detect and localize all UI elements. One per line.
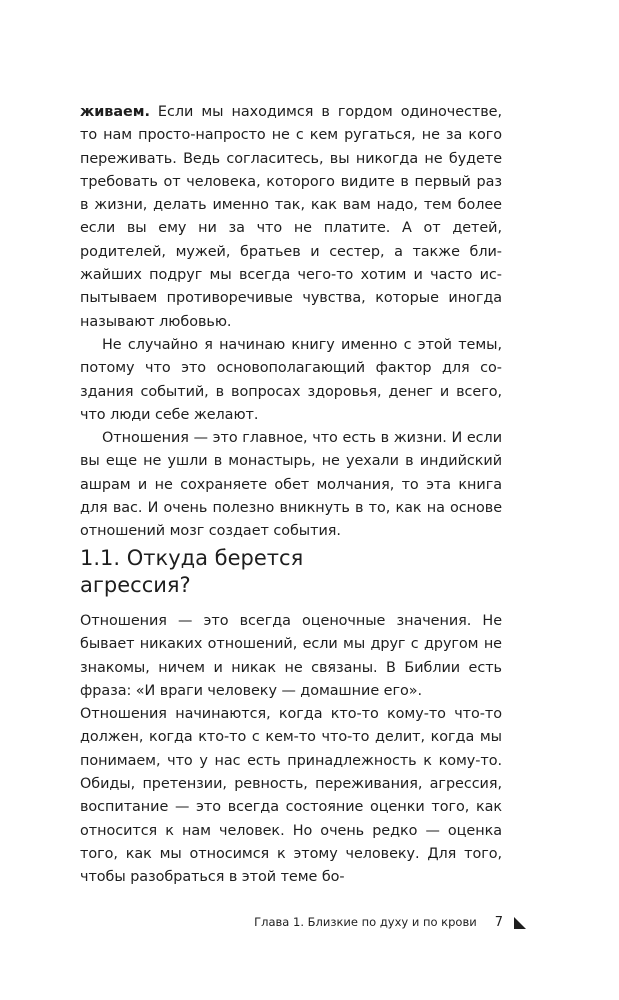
paragraph: Отношения — это всегда оценочные значения. Не бывает никаких отношений, если мы друг с другом не знакомы, ничем и никак не связаны. В Библии есть фраза: «И враги человеку — домашние его». (80, 613, 502, 699)
page-corner-triangle-icon (513, 915, 527, 929)
text-block-bottom (80, 610, 502, 890)
paragraph-text: Если мы находимся в гордом одиночестве, то нам просто-напросто не с кем ругаться, не за кого переживать. Ведь согласитесь, вы никогда не будете требовать от человека, которого видите в первый раз в жизни, делать именно так, как вам надо, тем более если вы ему ни за что не платите. А от детей, родителей, мужей, братьев и сестер, а также ближайших подруг мы всегда чего-то хотим и часто испытываем противоречивые чувства, которые иногда называют любовью. (80, 104, 502, 330)
page-footer (254, 911, 527, 933)
paragraph: Отношения начинаются, когда кто-то кому-то что-то должен, когда кто-то с кем-то что-то делит, когда мы понимаем, что у нас есть принадлежность к кому-то. Обиды, претензии, ревность, переживания, агрессия, воспитание — это всегда состояние оценки того, как относится к нам человек. Но очень редко — оценка того, как мы относимся к этому человеку. Для того, чтобы разобраться в этой теме бо- (80, 706, 502, 886)
paragraph: Не случайно я начинаю книгу именно с этой темы, потому что это основополагающий фактор для создания событий, в вопросах здоровья, денег и всего, что люди себе желают. (80, 336, 502, 423)
page-number: 7 (494, 914, 503, 930)
paragraph: Отношения — это главное, что есть в жизни. И если вы еще не ушли в монастырь, не уехали в индийский ашрам и не сохраняете обет молчания, то эта книга для вас. И очень полезно вникнуть в то, как на основе отношений мозг создает события. (80, 430, 502, 540)
running-footer-chapter: Глава 1. Близкие по духу и по крови (254, 915, 477, 929)
paragraph (80, 101, 502, 334)
section-heading-line-1: 1.1. Откуда берется (80, 546, 304, 570)
section-heading (80, 545, 502, 598)
bold-lead-word: живаем. (80, 104, 150, 120)
text-block-top (80, 101, 502, 544)
section-heading-line-2: агрессия? (80, 572, 191, 597)
